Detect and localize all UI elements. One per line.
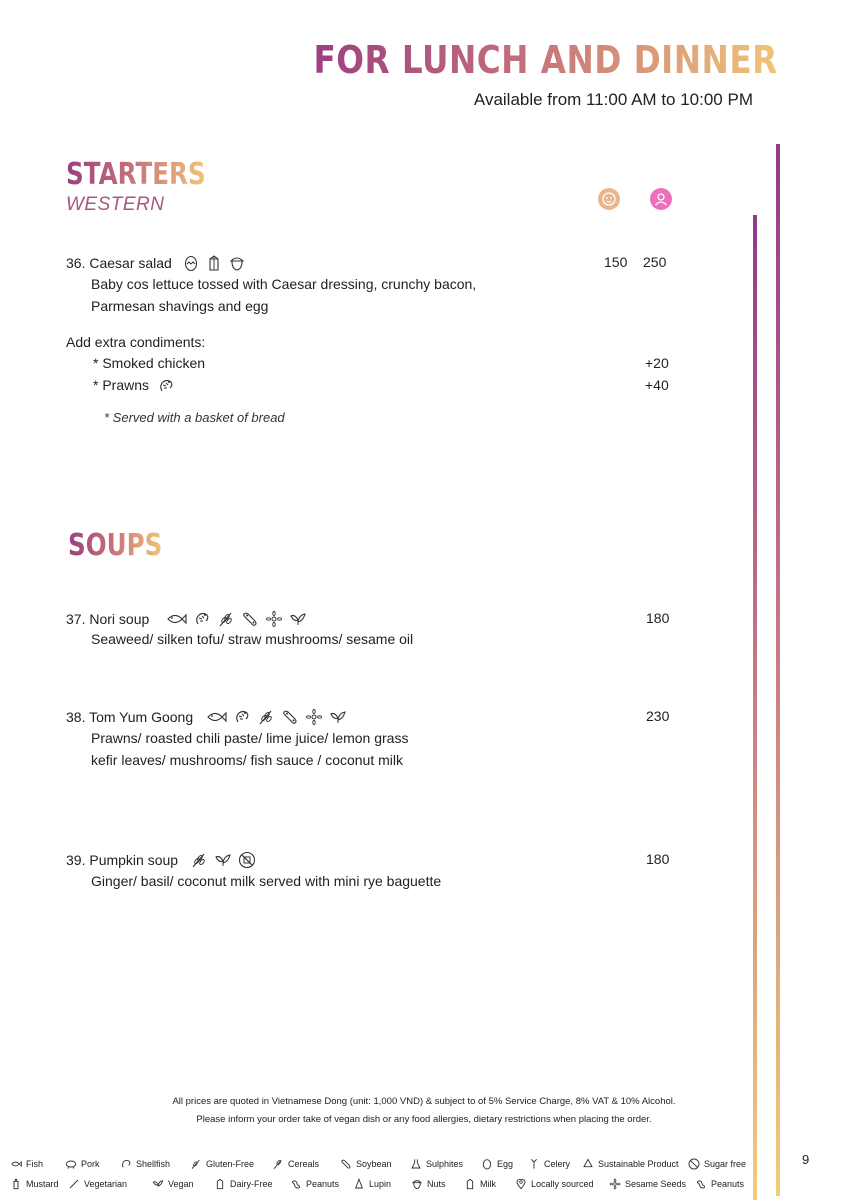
shellfish-icon — [233, 708, 251, 726]
item-description-line: Prawns/ roasted chili paste/ lime juice/ lemon grass — [91, 730, 409, 746]
sustainable-icon — [582, 1158, 594, 1170]
shellfish-icon — [157, 377, 175, 395]
nuts-icon — [228, 254, 246, 272]
legend-label: Pork — [81, 1159, 100, 1169]
legend-item-soybean — [340, 1158, 410, 1170]
legend-label: Mustard — [26, 1179, 59, 1189]
section-title-starters: STARTERS — [66, 157, 206, 192]
item-name: 39. Pumpkin soup — [66, 852, 179, 868]
decorative-bar-inner — [753, 215, 757, 1200]
sesame-icon — [609, 1178, 621, 1190]
legend-label: Fish — [26, 1159, 44, 1169]
legend-item-peanuts — [695, 1178, 744, 1190]
lupin-icon — [353, 1178, 365, 1190]
sulphites-icon — [410, 1158, 422, 1170]
legend-label: Peanuts — [306, 1179, 340, 1189]
legend-label: Egg — [497, 1159, 514, 1169]
legend-label: Sustainable Product — [598, 1159, 679, 1169]
gluten-free-icon — [257, 708, 275, 726]
bread-note: * Served with a basket of bread — [104, 410, 285, 425]
item-description — [91, 274, 476, 317]
peanuts-icon — [290, 1178, 302, 1190]
legend-label: Sugar free — [704, 1159, 747, 1169]
vegan-icon — [214, 851, 232, 869]
price-kid: 150 — [604, 254, 628, 270]
nuts-icon — [411, 1178, 423, 1190]
kid-icon — [598, 188, 620, 210]
gluten-free-icon — [217, 610, 235, 628]
vegetarian-icon — [68, 1178, 80, 1190]
legend-label: Sesame Seeds — [625, 1179, 687, 1189]
price-adult: 250 — [643, 254, 667, 270]
legend-item-gluten-free — [190, 1158, 272, 1170]
soybean-icon — [281, 708, 299, 726]
soybean-icon — [241, 610, 259, 628]
item-description-line: Ginger/ basil/ coconut milk served with mini rye baguette — [91, 873, 442, 889]
menu-item-title — [66, 254, 246, 272]
sugar-free-icon — [238, 851, 256, 869]
legend-label: Cereals — [288, 1159, 320, 1169]
vegan-icon — [152, 1178, 164, 1190]
milk-icon — [205, 254, 223, 272]
locally-sourced-icon — [515, 1178, 527, 1190]
menu-item-title — [66, 851, 256, 869]
legend-label: Shellfish — [136, 1159, 171, 1169]
gluten-free-icon — [190, 851, 208, 869]
legend-row — [10, 1178, 744, 1190]
legend-item-nuts — [411, 1178, 464, 1190]
page-number: 9 — [802, 1152, 810, 1167]
mustard-icon — [10, 1178, 22, 1190]
legend-item-pork — [65, 1158, 120, 1170]
shellfish-icon — [193, 610, 211, 628]
item-price: 230 — [646, 708, 670, 724]
pricing-note: All prices are quoted in Vietnamese Dong (unit: 1,000 VND) & subject to of 5% Service Charge, 8% VAT & 10% Alcohol. — [172, 1096, 676, 1107]
decorative-bar-outer — [776, 144, 780, 1196]
fish-icon — [165, 610, 187, 628]
extra-item-label: * Smoked chicken — [93, 355, 206, 371]
item-name: 36. Caesar salad — [66, 255, 172, 271]
gluten-free-icon — [190, 1158, 202, 1170]
celery-icon — [528, 1158, 540, 1170]
legend-item-sulphites — [410, 1158, 481, 1170]
page-title: FOR LUNCH AND DINNER — [313, 38, 778, 82]
item-description — [91, 728, 408, 771]
legend-item-locally-sourced — [515, 1178, 609, 1190]
fish-icon — [10, 1158, 22, 1170]
legend-item-dairy-free — [214, 1178, 290, 1190]
item-price: 180 — [646, 851, 670, 867]
extra-item-price: +40 — [645, 377, 669, 393]
vegan-icon — [329, 708, 347, 726]
dairy-free-icon — [214, 1178, 226, 1190]
extra-item-price: +20 — [645, 355, 669, 371]
legend-item-peanuts — [290, 1178, 353, 1190]
extras-label: Add extra condiments: — [66, 334, 206, 350]
legend-label: Milk — [480, 1179, 496, 1189]
legend-label: Sulphites — [426, 1159, 464, 1169]
extra-item — [93, 375, 175, 397]
sugar-free-icon — [688, 1158, 700, 1170]
item-price: 180 — [646, 610, 670, 626]
section-title-soups: SOUPS — [68, 528, 163, 563]
legend-item-cereals — [272, 1158, 340, 1170]
legend-item-celery — [528, 1158, 582, 1170]
item-name: 37. Nori soup — [66, 611, 150, 627]
egg-icon — [481, 1158, 493, 1170]
legend-item-sugar-free — [688, 1158, 746, 1170]
legend-label: Nuts — [427, 1179, 446, 1189]
allergy-note: Please inform your order take of vegan dish or any food allergies, dietary restrictions when placing the order. — [196, 1114, 652, 1125]
legend-label: Dairy-Free — [230, 1179, 273, 1189]
legend-item-vegetarian — [68, 1178, 152, 1190]
item-description-line: Baby cos lettuce tossed with Caesar dressing, crunchy bacon, — [91, 276, 477, 292]
section-subtitle-western: WESTERN — [66, 194, 165, 215]
legend-label: Vegetarian — [84, 1179, 128, 1189]
legend-item-milk — [464, 1178, 515, 1190]
peanuts-icon — [695, 1178, 707, 1190]
legend-item-sesame-seeds — [609, 1178, 695, 1190]
legend-row — [10, 1158, 746, 1170]
sesame-icon — [265, 610, 283, 628]
legend-label: Locally sourced — [531, 1179, 594, 1189]
legend-label: Celery — [544, 1159, 571, 1169]
legend-item-lupin — [353, 1178, 411, 1190]
milk-icon — [464, 1178, 476, 1190]
legend-label: Vegan — [168, 1179, 194, 1189]
item-description-line: kefir leaves/ mushrooms/ fish sauce / coconut milk — [91, 751, 404, 768]
legend-item-sustainable-product — [582, 1158, 688, 1170]
legend-item-shellfish — [120, 1158, 190, 1170]
extra-item-label: * Prawns — [93, 377, 150, 393]
pork-icon — [65, 1158, 77, 1170]
shellfish-icon — [120, 1158, 132, 1170]
legend-label: Peanuts — [711, 1179, 745, 1189]
menu-item-title — [66, 610, 307, 628]
menu-item-title — [66, 708, 347, 726]
legend-item-fish — [10, 1158, 65, 1170]
fish-icon — [205, 708, 227, 726]
legend-item-egg — [481, 1158, 528, 1170]
legend-label: Soybean — [356, 1159, 392, 1169]
item-description-line: Seaweed/ silken tofu/ straw mushrooms/ sesame oil — [91, 631, 414, 647]
adult-icon — [650, 188, 672, 210]
vegan-icon — [289, 610, 307, 628]
legend-item-mustard — [10, 1178, 68, 1190]
sesame-icon — [305, 708, 323, 726]
item-name: 38. Tom Yum Goong — [66, 709, 194, 725]
egg-icon — [182, 254, 200, 272]
soybean-icon — [340, 1158, 352, 1170]
item-description-line: Parmesan shavings and egg — [91, 297, 269, 314]
page-subtitle: Available from 11:00 AM to 10:00 PM — [473, 90, 753, 109]
legend-label: Gluten-Free — [206, 1159, 255, 1169]
legend-item-vegan — [152, 1178, 214, 1190]
cereals-icon — [272, 1158, 284, 1170]
legend-label: Lupin — [369, 1179, 392, 1189]
